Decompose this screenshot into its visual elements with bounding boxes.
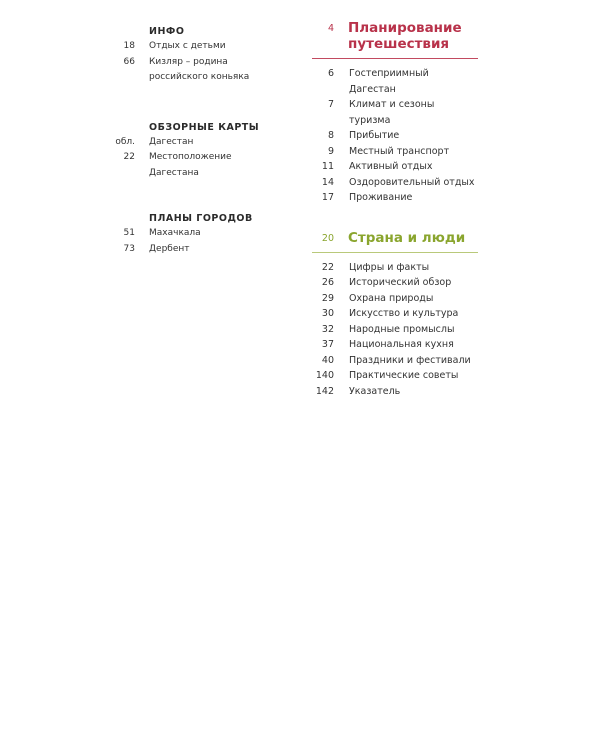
page-number: 29 bbox=[321, 292, 334, 304]
entry-title: Махачкала bbox=[149, 228, 201, 238]
entry-title: Оздоровительный отдых bbox=[349, 176, 475, 188]
left-column bbox=[112, 24, 282, 291]
page-number: 66 bbox=[123, 56, 135, 67]
toc-entry[interactable] bbox=[312, 353, 478, 369]
page-number: 8 bbox=[327, 130, 334, 141]
page-number: 6 bbox=[327, 68, 334, 79]
overview-maps-section bbox=[112, 120, 282, 182]
chapter-heading[interactable] bbox=[312, 230, 478, 246]
entry-title: Национальная кухня bbox=[349, 339, 454, 350]
page-number: 51 bbox=[123, 228, 135, 238]
page-number: 7 bbox=[327, 99, 334, 110]
page-number: 14 bbox=[321, 176, 334, 188]
toc-entry[interactable] bbox=[312, 368, 478, 384]
entry-title: Проживание bbox=[349, 192, 413, 203]
page-number: 37 bbox=[321, 339, 334, 350]
section-heading: ОБЗОРНЫЕ КАРТЫ bbox=[149, 121, 260, 133]
toc-entry[interactable] bbox=[312, 190, 478, 206]
toc-entry[interactable] bbox=[112, 39, 282, 55]
entry-title: Охрана природы bbox=[349, 292, 434, 304]
page-number: 73 bbox=[123, 243, 135, 254]
city-plans-section bbox=[112, 211, 282, 257]
chapter-title: Планирование путешествия bbox=[348, 20, 462, 52]
toc-entry[interactable] bbox=[112, 135, 282, 151]
toc-entry[interactable] bbox=[312, 66, 478, 97]
entry-title: Дербент bbox=[149, 243, 190, 254]
page-number: 17 bbox=[321, 192, 334, 203]
page-number: 40 bbox=[321, 354, 334, 366]
right-column bbox=[312, 20, 478, 399]
entry-title: Климат и сезоны туризма bbox=[349, 99, 435, 126]
toc-entry[interactable] bbox=[312, 144, 478, 160]
entry-title: Кизляр – родина российского коньяка bbox=[149, 56, 250, 82]
section-heading: ИНФО bbox=[149, 26, 185, 37]
entry-title: Прибытие bbox=[349, 130, 400, 141]
toc-entry[interactable] bbox=[312, 260, 478, 276]
entry-title: Гостеприимный Дагестан bbox=[349, 68, 429, 95]
page-number: 22 bbox=[123, 152, 135, 162]
page-number: обл. bbox=[115, 136, 135, 147]
toc-entry[interactable] bbox=[112, 150, 282, 181]
toc-entry[interactable] bbox=[312, 128, 478, 144]
toc-entry[interactable] bbox=[312, 97, 478, 128]
entry-title: Цифры и факты bbox=[349, 261, 430, 273]
chapter-heading[interactable] bbox=[312, 20, 478, 52]
entry-title: Активный отдых bbox=[349, 161, 433, 172]
page-number: 140 bbox=[315, 370, 334, 381]
chapter-page-number: 20 bbox=[321, 232, 334, 244]
page-number: 22 bbox=[321, 261, 334, 273]
chapter-title: Страна и люди bbox=[348, 229, 466, 246]
toc-entry[interactable] bbox=[312, 159, 478, 175]
entry-title: Местоположение Дагестана bbox=[149, 152, 232, 178]
entry-title: Местный транспорт bbox=[349, 145, 450, 157]
section-heading: ПЛАНЫ ГОРОДОВ bbox=[149, 213, 253, 224]
entry-title: Указатель bbox=[349, 385, 401, 397]
page-number: 18 bbox=[123, 41, 135, 51]
chapter-planning bbox=[312, 20, 478, 206]
chapter-country-people bbox=[312, 230, 478, 400]
entry-title: Исторический обзор bbox=[349, 277, 452, 288]
page-number: 11 bbox=[321, 161, 334, 172]
chapter-divider bbox=[312, 58, 478, 59]
toc-entry[interactable] bbox=[112, 226, 282, 242]
entry-title: Отдых с детьми bbox=[149, 41, 226, 51]
toc-entry[interactable] bbox=[312, 384, 478, 400]
entry-title: Праздники и фестивали bbox=[349, 354, 471, 366]
toc-entry[interactable] bbox=[312, 291, 478, 307]
toc-entry[interactable] bbox=[312, 275, 478, 291]
entry-title: Дагестан bbox=[149, 136, 194, 147]
toc-entry[interactable] bbox=[312, 322, 478, 338]
page-number: 26 bbox=[321, 277, 334, 288]
chapter-page-number: 4 bbox=[327, 23, 334, 34]
info-section bbox=[112, 24, 282, 86]
toc-entry[interactable] bbox=[112, 242, 282, 258]
toc-entry[interactable] bbox=[312, 337, 478, 353]
page-number: 142 bbox=[315, 385, 334, 397]
toc-entry[interactable] bbox=[312, 306, 478, 322]
chapter-divider bbox=[312, 252, 478, 253]
entry-title: Народные промыслы bbox=[349, 323, 455, 335]
entry-title: Практические советы bbox=[349, 370, 459, 381]
toc-entry[interactable] bbox=[112, 55, 282, 86]
page-number: 32 bbox=[321, 323, 334, 335]
page-number: 9 bbox=[327, 145, 334, 157]
toc-entry[interactable] bbox=[312, 175, 478, 191]
entry-title: Искусство и культура bbox=[349, 308, 459, 319]
page-number: 30 bbox=[321, 308, 334, 319]
